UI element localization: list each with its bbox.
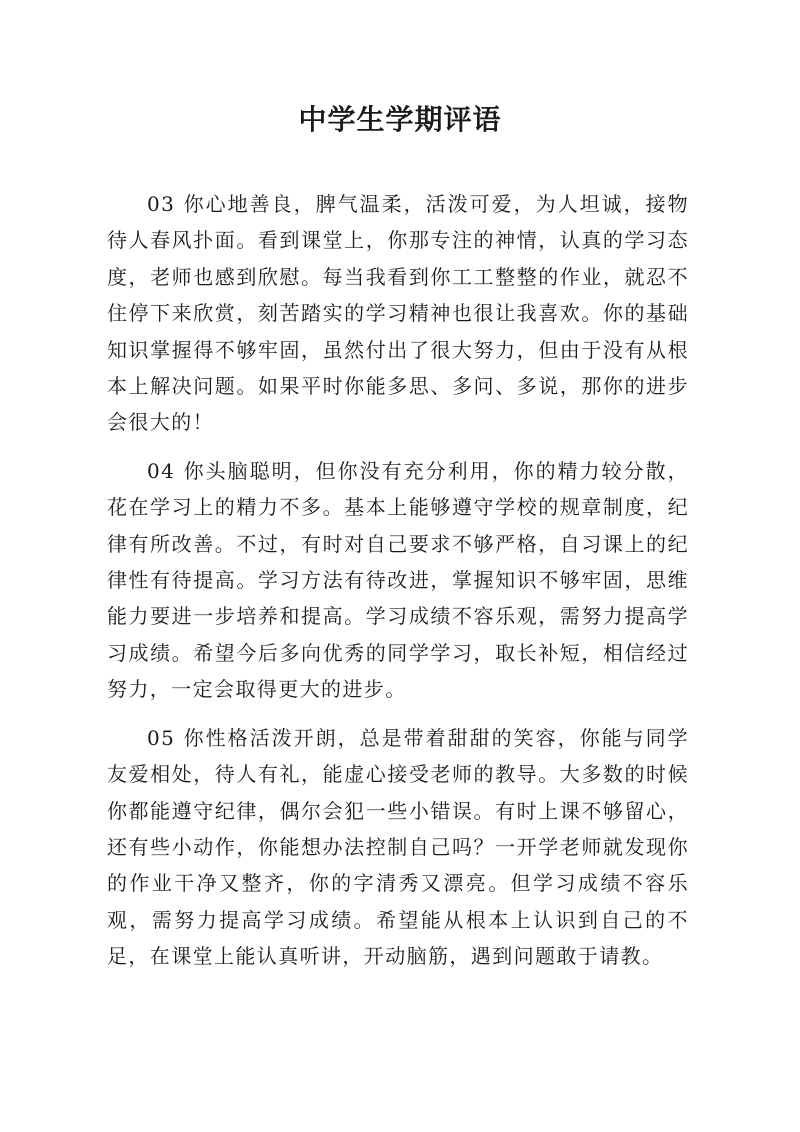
document-body: [107, 186, 689, 987]
comment-paragraph-03: 03 你心地善良，脾气温柔，活泼可爱，为人坦诚，接物待人春风扑面。看到课堂上，你那专注的神情，认真的学习态度，老师也感到欣慰。每当我看到你工工整整的作业，就忍不住停下来欣赏，刻苦踏实的学习精神也很让我喜欢。你的基础知识掌握得不够牢固，虽然付出了很大努力，但由于没有从根本上解决问题。如果平时你能多思、多问、多说，那你的进步会很大的！: [107, 192, 689, 435]
comment-paragraph-04: 04 你头脑聪明，但你没有充分利用，你的精力较分散，花在学习上的精力不多。基本上能够遵守学校的规章制度，纪律有所改善。不过，有时对自己要求不够严格，自习课上的纪律性有待提高。学习方法有待改进，掌握知识不够牢固，思维能力要进一步培养和提高。学习成绩不容乐观，需努力提高学习成绩。希望今后多向优秀的同学学习，取长补短，相信经过努力，一定会取得更大的进步。: [107, 458, 689, 702]
comment-paragraph-05: 05 你性格活泼开朗，总是带着甜甜的笑容，你能与同学友爱相处，待人有礼，能虚心接受老师的教导。大多数的时候你都能遵守纪律，偶尔会犯一些小错误。有时上课不够留心，还有些小动作，你能想办法控制自己吗？一开学老师就发现你的作业干净又整齐，你的字清秀又漂亮。但学习成绩不容乐观，需努力提高学习成绩。希望能从根本上认识到自己的不足，在课堂上能认真听讲，开动脑筋，遇到问题敢于请教。: [107, 725, 689, 969]
document-title: 中学生学期评语: [298, 103, 502, 136]
